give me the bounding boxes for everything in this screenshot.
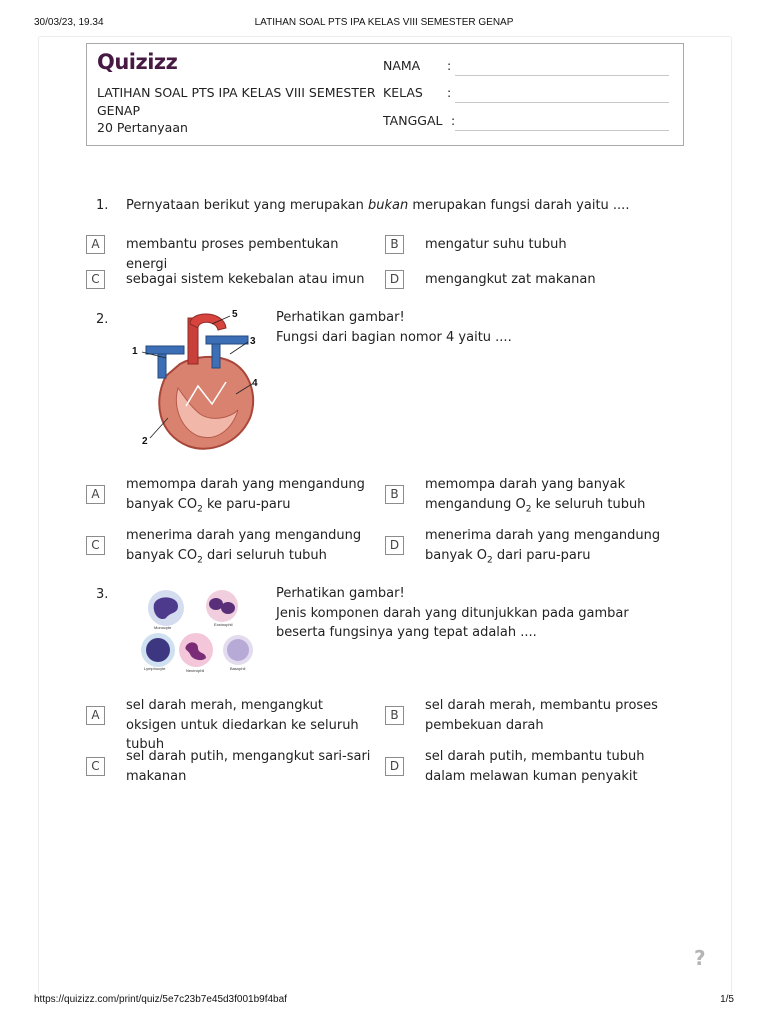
field-label: TANGGAL (383, 113, 443, 128)
q2-option-b-box[interactable]: B (385, 485, 404, 504)
heart-label-4: 4 (252, 378, 258, 389)
q3-option-d-text: sel darah putih, membantu tubuh dalam melawan kuman penyakit (425, 749, 645, 784)
q3-option-b-text: sel darah merah, membantu proses pembekuan darah (425, 698, 658, 733)
question-3-text (276, 584, 676, 643)
quiz-header-box (86, 43, 684, 146)
question-1-text (126, 196, 666, 216)
q1-option-a-text: membantu proses pembentukan energi (126, 237, 339, 272)
q3-option-d-box[interactable]: D (385, 757, 404, 776)
question-count: 20 Pertanyaan (97, 120, 188, 135)
field-line (455, 75, 669, 76)
q1-option-b-box[interactable]: B (385, 235, 404, 254)
question-2-line-2: Fungsi dari bagian nomor 4 yaitu .... (276, 329, 512, 345)
question-1-text-b: merupakan fungsi darah yaitu .... (408, 198, 630, 213)
question-1-number: 1. (96, 198, 109, 213)
basophil-label: Basophil (230, 666, 246, 671)
q1-option-b-text: mengatur suhu tubuh (425, 237, 567, 252)
question-3-number: 3. (96, 587, 109, 602)
question-1-text-a: Pernyataan berikut yang merupakan (126, 198, 368, 213)
question-3-line-2: Jenis komponen darah yang ditunjukkan pada gambar beserta fungsinya yang tepat adalah .... (276, 605, 629, 640)
q2-b-sub: 2 (525, 504, 532, 515)
quizizz-logo: Quizizz (97, 50, 178, 74)
question-3-line-1: Perhatikan gambar! (276, 586, 405, 601)
q2-option-b-text (425, 475, 670, 520)
blood-cells-figure (136, 588, 262, 676)
q2-d-sub: 2 (487, 555, 493, 566)
lymphocyte-label: Lymphocyte (144, 666, 166, 671)
basophil-granules (227, 639, 249, 661)
q1-option-c-text: sebagai sistem kekebalan atau imun (126, 272, 365, 287)
q2-d-pre: menerima darah yang mengandung banyak O (425, 528, 661, 563)
heart-label-1: 1 (132, 346, 138, 357)
q2-c-sub: 2 (197, 555, 203, 566)
q2-option-d-text (425, 526, 670, 571)
question-2-text (276, 308, 676, 347)
field-colon: : (447, 85, 452, 100)
field-line (455, 130, 669, 131)
eosinophil-lobe-b (221, 602, 235, 614)
q3-option-a-text: sel darah merah, mengangkut oksigen untuk diedarkan ke seluruh tubuh (126, 698, 359, 752)
field-label: NAMA (383, 58, 421, 73)
neutrophil-label: Neutrophil (186, 668, 205, 673)
field-colon: : (451, 113, 456, 128)
print-doc-title: LATIHAN SOAL PTS IPA KELAS VIII SEMESTER GENAP (254, 17, 514, 28)
heart-label-2: 2 (142, 436, 148, 447)
q2-a-post: ke paru-paru (202, 496, 291, 512)
print-url: https://quizizz.com/print/quiz/5e7c23b7e45d3f001b9f4baf (34, 994, 287, 1005)
q1-option-d-box[interactable]: D (385, 270, 404, 289)
heart-label-3: 3 (250, 336, 256, 347)
pulmonary-artery (206, 336, 248, 344)
heart-label-5: 5 (232, 309, 238, 320)
q2-option-c-box[interactable]: C (86, 536, 105, 555)
q1-option-d-text: mengangkut zat makanan (425, 272, 596, 287)
question-mark-icon[interactable]: ? (694, 946, 706, 970)
question-2-number: 2. (96, 312, 109, 327)
q3-option-c-box[interactable]: C (86, 757, 105, 776)
eosinophil-label: Eosinophil (214, 622, 233, 627)
vena-cava (146, 346, 184, 354)
q2-option-c-text (126, 526, 371, 571)
q2-b-pre: memompa darah yang banyak mengandung O (425, 477, 626, 512)
question-2-line-1: Perhatikan gambar! (276, 310, 405, 325)
q2-option-d-box[interactable]: D (385, 536, 404, 555)
q2-b-post: ke seluruh tubuh (531, 496, 646, 512)
print-page-number: 1/5 (720, 994, 734, 1005)
q2-c-post: dari seluruh tubuh (202, 547, 327, 563)
q3-option-b-box[interactable]: B (385, 706, 404, 725)
q2-option-a-text (126, 475, 371, 520)
monocyte-label: Monocyte (154, 625, 172, 630)
field-label: KELAS (383, 85, 423, 100)
lymphocyte-nucleus (146, 638, 170, 662)
q2-option-a-box[interactable]: A (86, 485, 105, 504)
field-kelas (383, 85, 679, 103)
quiz-title: LATIHAN SOAL PTS IPA KELAS VIII SEMESTER GENAP (97, 85, 376, 118)
pulmonary-artery-branch (212, 344, 220, 368)
field-tanggal (383, 113, 679, 131)
q2-c-pre: menerima darah yang mengandung banyak CO (126, 528, 362, 563)
q1-option-c-box[interactable]: C (86, 270, 105, 289)
q2-a-sub: 2 (197, 504, 203, 515)
print-datetime: 30/03/23, 19.34 (34, 17, 104, 28)
q2-d-post: dari paru-paru (492, 547, 591, 563)
q2-a-pre: memompa darah yang mengandung banyak CO (126, 477, 365, 512)
question-1-text-emphasis: bukan (367, 198, 409, 213)
q3-option-a-box[interactable]: A (86, 706, 105, 725)
q1-option-a-box[interactable]: A (86, 235, 105, 254)
field-colon: : (447, 58, 452, 73)
heart-diagram-figure (128, 306, 268, 456)
field-line (455, 102, 669, 103)
q3-option-c-text: sel darah putih, mengangkut sari-sari makanan (126, 749, 371, 784)
field-nama (383, 58, 679, 76)
eosinophil-lobe-a (209, 598, 223, 610)
